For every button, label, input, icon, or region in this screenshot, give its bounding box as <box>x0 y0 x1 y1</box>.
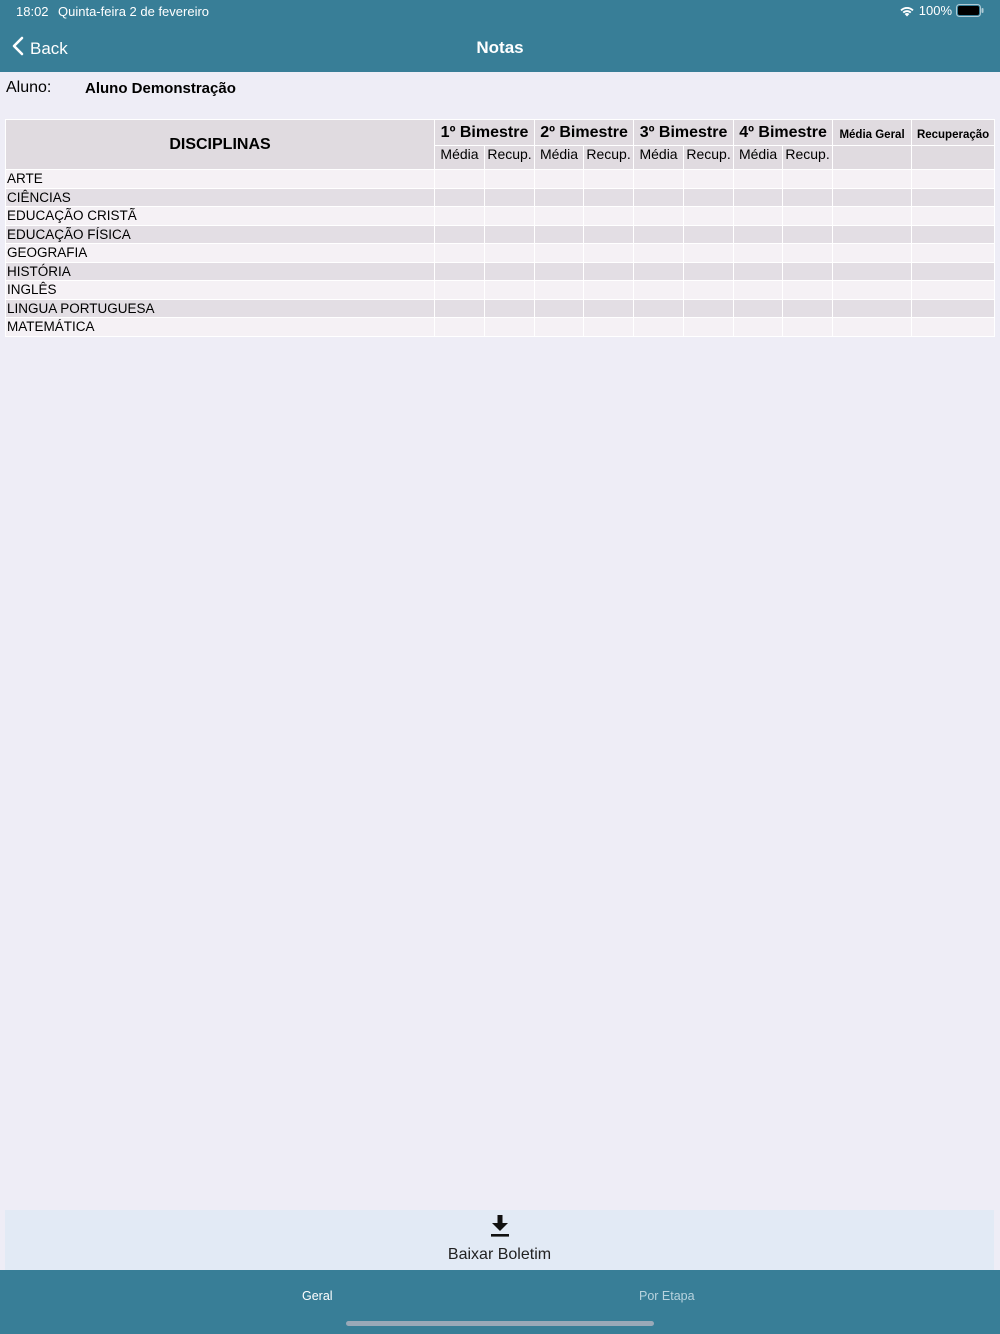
navigation-bar <box>0 0 1000 72</box>
grade-cell <box>833 262 912 281</box>
grade-cell <box>734 170 783 189</box>
period-1-header: 1º Bimestre <box>435 120 535 146</box>
page-title: Notas <box>476 38 524 57</box>
table-row <box>6 225 995 244</box>
grade-cell <box>535 188 584 207</box>
grade-cell <box>833 225 912 244</box>
period-2-header: 2º Bimestre <box>535 120 634 146</box>
grade-cell <box>734 244 783 263</box>
grade-cell <box>833 281 912 300</box>
media-geral-header: Média Geral <box>833 120 912 146</box>
grade-cell <box>912 299 995 318</box>
grade-cell <box>584 207 634 226</box>
grade-cell <box>485 188 535 207</box>
media-subheader: Média <box>435 146 485 170</box>
grade-cell <box>912 225 995 244</box>
grades-body <box>6 170 995 337</box>
grade-cell <box>485 244 535 263</box>
grade-cell <box>734 318 783 337</box>
grade-cell <box>833 299 912 318</box>
subject-name: INGLÊS <box>6 281 435 300</box>
grade-cell <box>535 244 584 263</box>
table-row <box>6 262 995 281</box>
grade-cell <box>535 299 584 318</box>
status-time: 18:02 <box>16 4 49 19</box>
wifi-icon <box>899 5 915 17</box>
grade-cell <box>734 299 783 318</box>
grade-cell <box>912 188 995 207</box>
table-row <box>6 188 995 207</box>
grade-cell <box>912 318 995 337</box>
grade-cell <box>783 262 833 281</box>
recup-subheader: Recup. <box>584 146 634 170</box>
status-date: Quinta-feira 2 de fevereiro <box>58 4 210 19</box>
recup-subheader: Recup. <box>783 146 833 170</box>
grade-cell <box>684 244 734 263</box>
grade-cell <box>783 299 833 318</box>
table-row <box>6 207 995 226</box>
grade-cell <box>734 207 783 226</box>
grade-cell <box>734 262 783 281</box>
recuperacao-header: Recuperação <box>912 120 995 146</box>
grade-cell <box>435 170 485 189</box>
tab-bar <box>0 1270 1000 1334</box>
grade-cell <box>634 262 684 281</box>
grade-cell <box>783 281 833 300</box>
grade-cell <box>435 207 485 226</box>
grade-cell <box>783 188 833 207</box>
grade-cell <box>634 299 684 318</box>
subject-name: EDUCAÇÃO FÍSICA <box>6 225 435 244</box>
grade-cell <box>634 207 684 226</box>
grade-cell <box>912 170 995 189</box>
download-label: Baixar Boletim <box>447 1246 552 1263</box>
grades-table <box>5 119 995 337</box>
grade-cell <box>833 207 912 226</box>
grade-cell <box>485 207 535 226</box>
grade-cell <box>912 262 995 281</box>
table-row <box>6 318 995 337</box>
grade-cell <box>684 207 734 226</box>
status-indicators <box>899 3 984 18</box>
grade-cell <box>485 225 535 244</box>
grade-cell <box>684 170 734 189</box>
grade-cell <box>535 225 584 244</box>
grade-cell <box>833 170 912 189</box>
grade-cell <box>634 318 684 337</box>
grade-cell <box>634 225 684 244</box>
grade-cell <box>485 262 535 281</box>
period-4-header: 4º Bimestre <box>734 120 833 146</box>
media-geral-subheader <box>833 146 912 170</box>
subject-name: MATEMÁTICA <box>6 318 435 337</box>
subject-name: GEOGRAFIA <box>6 244 435 263</box>
grade-cell <box>833 318 912 337</box>
grade-cell <box>485 299 535 318</box>
subject-name: CIÊNCIAS <box>6 188 435 207</box>
battery-percent: 100% <box>918 3 952 18</box>
grade-cell <box>535 318 584 337</box>
grade-cell <box>912 244 995 263</box>
grade-cell <box>584 281 634 300</box>
subject-name: LINGUA PORTUGUESA <box>6 299 435 318</box>
grade-cell <box>435 188 485 207</box>
period-3-header: 3º Bimestre <box>634 120 734 146</box>
grade-cell <box>912 281 995 300</box>
grade-cell <box>435 318 485 337</box>
grade-cell <box>684 262 734 281</box>
table-row <box>6 170 995 189</box>
grade-cell <box>435 262 485 281</box>
grade-cell <box>684 188 734 207</box>
table-row <box>6 299 995 318</box>
media-subheader: Média <box>734 146 783 170</box>
grade-cell <box>833 244 912 263</box>
tab-por-etapa[interactable]: Por Etapa <box>639 1289 695 1303</box>
grade-cell <box>535 281 584 300</box>
grade-cell <box>684 318 734 337</box>
grade-cell <box>634 281 684 300</box>
grade-cell <box>584 244 634 263</box>
grade-cell <box>435 244 485 263</box>
grade-cell <box>912 207 995 226</box>
grade-cell <box>634 170 684 189</box>
disciplines-header: DISCIPLINAS <box>6 120 435 170</box>
media-subheader: Média <box>634 146 684 170</box>
student-name: Aluno Demonstração <box>85 80 236 97</box>
grade-cell <box>435 299 485 318</box>
home-indicator <box>346 1321 654 1326</box>
grade-cell <box>684 299 734 318</box>
subject-name: HISTÓRIA <box>6 262 435 281</box>
download-icon <box>489 1214 511 1243</box>
table-row <box>6 244 995 263</box>
grade-cell <box>734 188 783 207</box>
recup-subheader: Recup. <box>485 146 535 170</box>
grade-cell <box>634 188 684 207</box>
student-label: Aluno: <box>6 79 52 96</box>
grade-cell <box>584 262 634 281</box>
grade-cell <box>535 207 584 226</box>
grade-cell <box>734 225 783 244</box>
tab-geral[interactable]: Geral <box>302 1289 333 1303</box>
grade-cell <box>684 281 734 300</box>
battery-icon <box>956 4 984 17</box>
table-row <box>6 281 995 300</box>
grade-cell <box>783 225 833 244</box>
grade-cell <box>584 188 634 207</box>
grade-cell <box>485 170 535 189</box>
grade-cell <box>535 170 584 189</box>
media-subheader: Média <box>535 146 584 170</box>
grade-cell <box>734 281 783 300</box>
subject-name: EDUCAÇÃO CRISTÃ <box>6 207 435 226</box>
grade-cell <box>485 281 535 300</box>
grade-cell <box>435 281 485 300</box>
grade-cell <box>535 262 584 281</box>
grade-cell <box>435 225 485 244</box>
grade-cell <box>584 318 634 337</box>
grade-cell <box>783 244 833 263</box>
grade-cell <box>584 225 634 244</box>
grade-cell <box>783 170 833 189</box>
download-report-button[interactable] <box>5 1210 994 1270</box>
subject-name: ARTE <box>6 170 435 189</box>
grade-cell <box>833 188 912 207</box>
grade-cell <box>584 299 634 318</box>
back-label: Back <box>30 38 68 58</box>
grade-cell <box>634 244 684 263</box>
grade-cell <box>684 225 734 244</box>
recup-subheader: Recup. <box>684 146 734 170</box>
recuperacao-subheader <box>912 146 995 170</box>
grade-cell <box>783 318 833 337</box>
grade-cell <box>584 170 634 189</box>
grade-cell <box>485 318 535 337</box>
grade-cell <box>783 207 833 226</box>
